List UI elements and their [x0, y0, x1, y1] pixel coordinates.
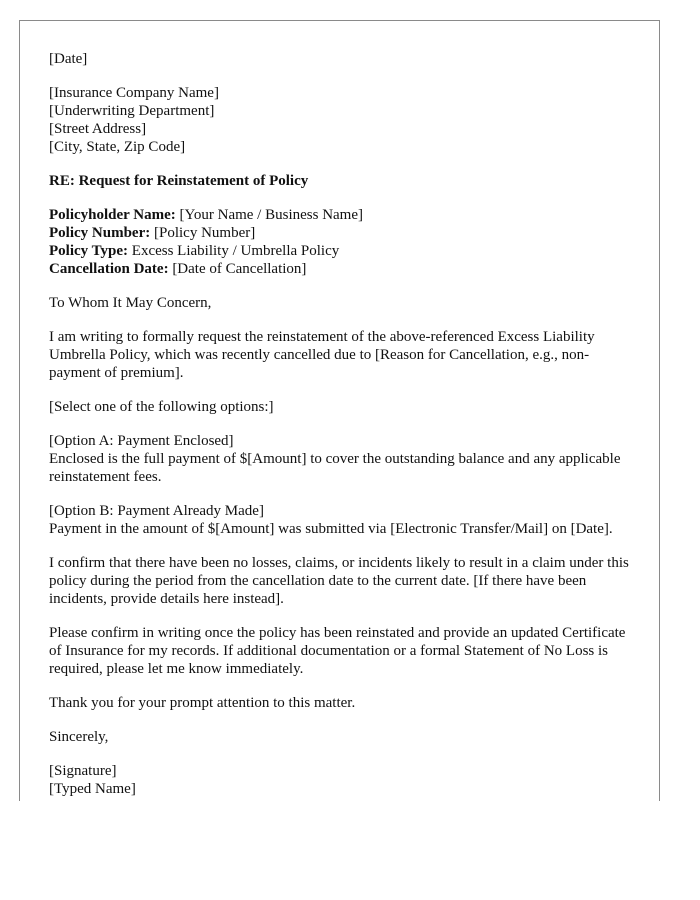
- option-a-heading: [Option A: Payment Enclosed]: [49, 433, 234, 449]
- signature-block: [49, 762, 634, 798]
- policy-details: [49, 206, 634, 278]
- option-a-text: Enclosed is the full payment of $[Amount] to cover the outstanding balance and any applicable reinstatement fees.: [49, 451, 621, 485]
- thanks-paragraph: Thank you for your prompt attention to this matter.: [49, 695, 356, 711]
- recipient-street: [Street Address]: [49, 121, 147, 137]
- policy-detail-row: [49, 242, 634, 260]
- letter-salutation: To Whom It May Concern,: [49, 295, 212, 311]
- policy-type-label: Policy Type:: [49, 243, 129, 259]
- policyholder-name-value: [Your Name / Business Name]: [175, 207, 364, 223]
- cancellation-date-value: [Date of Cancellation]: [168, 261, 307, 277]
- letter-closing: Sincerely,: [49, 729, 109, 745]
- policy-detail-row: [49, 206, 634, 224]
- recipient-city-state-zip: [City, State, Zip Code]: [49, 139, 186, 155]
- policy-number-label: Policy Number:: [49, 225, 151, 241]
- option-b: [49, 502, 634, 538]
- no-loss-paragraph: I confirm that there have been no losses, claims, or incidents likely to result in a claim under this policy during the period from the cancellation date to the current date. [If there have been incidents, provide details here instead].: [49, 555, 629, 607]
- policy-number-value: [Policy Number]: [150, 225, 256, 241]
- policyholder-name-label: Policyholder Name:: [49, 207, 176, 223]
- recipient-department: [Underwriting Department]: [49, 103, 215, 119]
- letter-page: [19, 20, 660, 801]
- recipient-company: [Insurance Company Name]: [49, 85, 219, 101]
- intro-paragraph: I am writing to formally request the reinstatement of the above-referenced Excess Liability Umbrella Policy, which was recently cancelled due to [Reason for Cancellation, e.g., non-payment of premium].: [49, 329, 595, 381]
- letter-body: [49, 50, 634, 801]
- letter-date: [Date]: [49, 51, 88, 67]
- policy-detail-row: [49, 260, 634, 278]
- option-b-text: Payment in the amount of $[Amount] was submitted via [Electronic Transfer/Mail] on [Date].: [49, 521, 613, 537]
- typed-name-placeholder: [Typed Name]: [49, 781, 136, 797]
- option-a: [49, 432, 634, 486]
- recipient-address: [49, 84, 634, 156]
- option-b-heading: [Option B: Payment Already Made]: [49, 503, 264, 519]
- policy-type-value: Excess Liability / Umbrella Policy: [128, 243, 340, 259]
- letter-subject: RE: Request for Reinstatement of Policy: [49, 173, 309, 189]
- confirmation-request-paragraph: Please confirm in writing once the policy has been reinstated and provide an updated Certificate of Insurance for my records. If additional documentation or a formal Statement of No Loss is required, please let me know immediately.: [49, 625, 626, 677]
- signature-placeholder: [Signature]: [49, 763, 117, 779]
- policy-detail-row: [49, 224, 634, 242]
- select-option-prompt: [Select one of the following options:]: [49, 399, 274, 415]
- cancellation-date-label: Cancellation Date:: [49, 261, 169, 277]
